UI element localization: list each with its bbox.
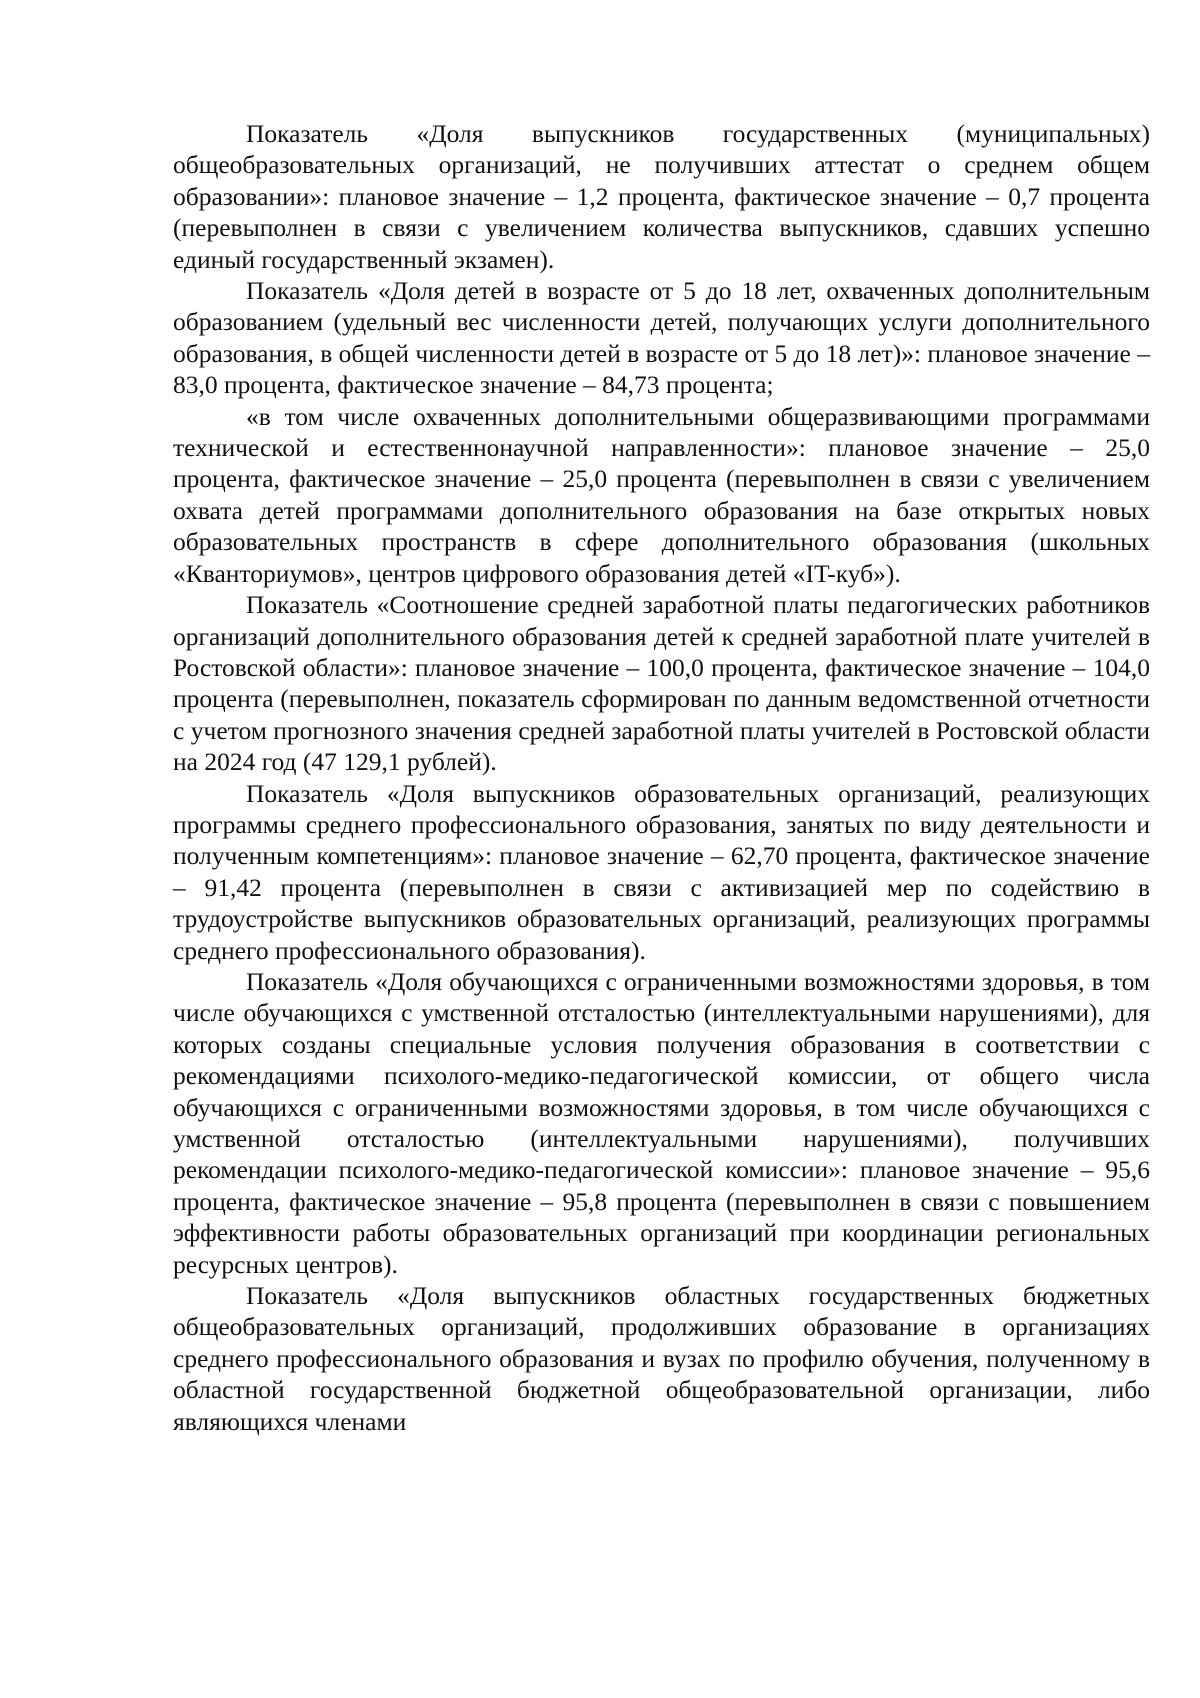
paragraph-graduates-continued-education: Показатель «Доля выпускников областных государственных бюджетных общеобразовательных организаций, продолживших образование в организациях среднего профессионального образования и вузах по профилю обучения, полученному в областной государственной бюджетной общеобразовательной организации, либо являющихся членами [173,1281,1150,1436]
paragraph-teacher-salary-ratio: Показатель «Соотношение средней заработной платы педагогических работников организаций дополнительного образования детей к средней заработной плате учителей в Ростовской области»: плановое значение – 100,0 процента, фактическое значение – 104,0 процента (перевыполнен, показатель сформирован по данным ведомственной отчетности с учетом прогнозного значения средней заработной платы учителей в Ростовской области на 2024 год (47 129,1 рублей). [173,590,1150,777]
document-body [173,118,1150,1437]
paragraph-graduates-no-certificate: Показатель «Доля выпускников государственных (муниципальных) общеобразовательных организаций, не получивших аттестат о среднем общем образовании»: плановое значение – 1,2 процента, фактическое значение – 0,7 процента (перевыполнен в связи с увеличением количества выпускников, сдавших успешно единый государственный экзамен). [173,119,1150,274]
paragraph-special-needs-students: Показатель «Доля обучающихся с ограниченными возможностями здоровья, в том числе обучающихся с умственной отсталостью (интеллектуальными нарушениями), для которых созданы специальные условия получения образования в соответствии с рекомендациями психолого-медико-педагогической комиссии, от общего числа обучающихся с ограниченными возможностями здоровья, в том числе обучающихся с умственной отсталостью (интеллектуальными нарушениями), получивших рекомендации психолого-медико-педагогической комиссии»: плановое значение – 95,6 процента, фактическое значение – 95,8 процента (перевыполнен в связи с повышением эффективности работы образовательных организаций при координации региональных ресурсных центров). [173,966,1150,1279]
paragraph-technical-science-programs: «в том числе охваченных дополнительными общеразвивающими программами технической и естественнонаучной направленности»: плановое значение – 25,0 процента, фактическое значение – 25,0 процента (перевыполнен в связи с увеличением охвата детей программами дополнительного образования на базе открытых новых образовательных пространств в сфере дополнительного образования (школьных «Кванториумов», центров цифрового образования детей «IT-куб»). [173,401,1150,588]
paragraph-children-additional-education: Показатель «Доля детей в возрасте от 5 до 18 лет, охваченных дополнительным образованием (удельный вес численности детей, получающих услуги дополнительного образования, в общей численности детей в возрасте от 5 до 18 лет)»: плановое значение – 83,0 процента, фактическое значение – 84,73 процента; [173,276,1150,400]
paragraph-vocational-graduates-employment: Показатель «Доля выпускников образовательных организаций, реализующих программы среднего профессионального образования, занятых по виду деятельности и полученным компетенциям»: плановое значение – 62,70 процента, фактическое значение – 91,42 процента (перевыполнен в связи с активизацией мер по содействию в трудоустройстве выпускников образовательных организаций, реализующих программы среднего профессионального образования). [173,778,1150,965]
